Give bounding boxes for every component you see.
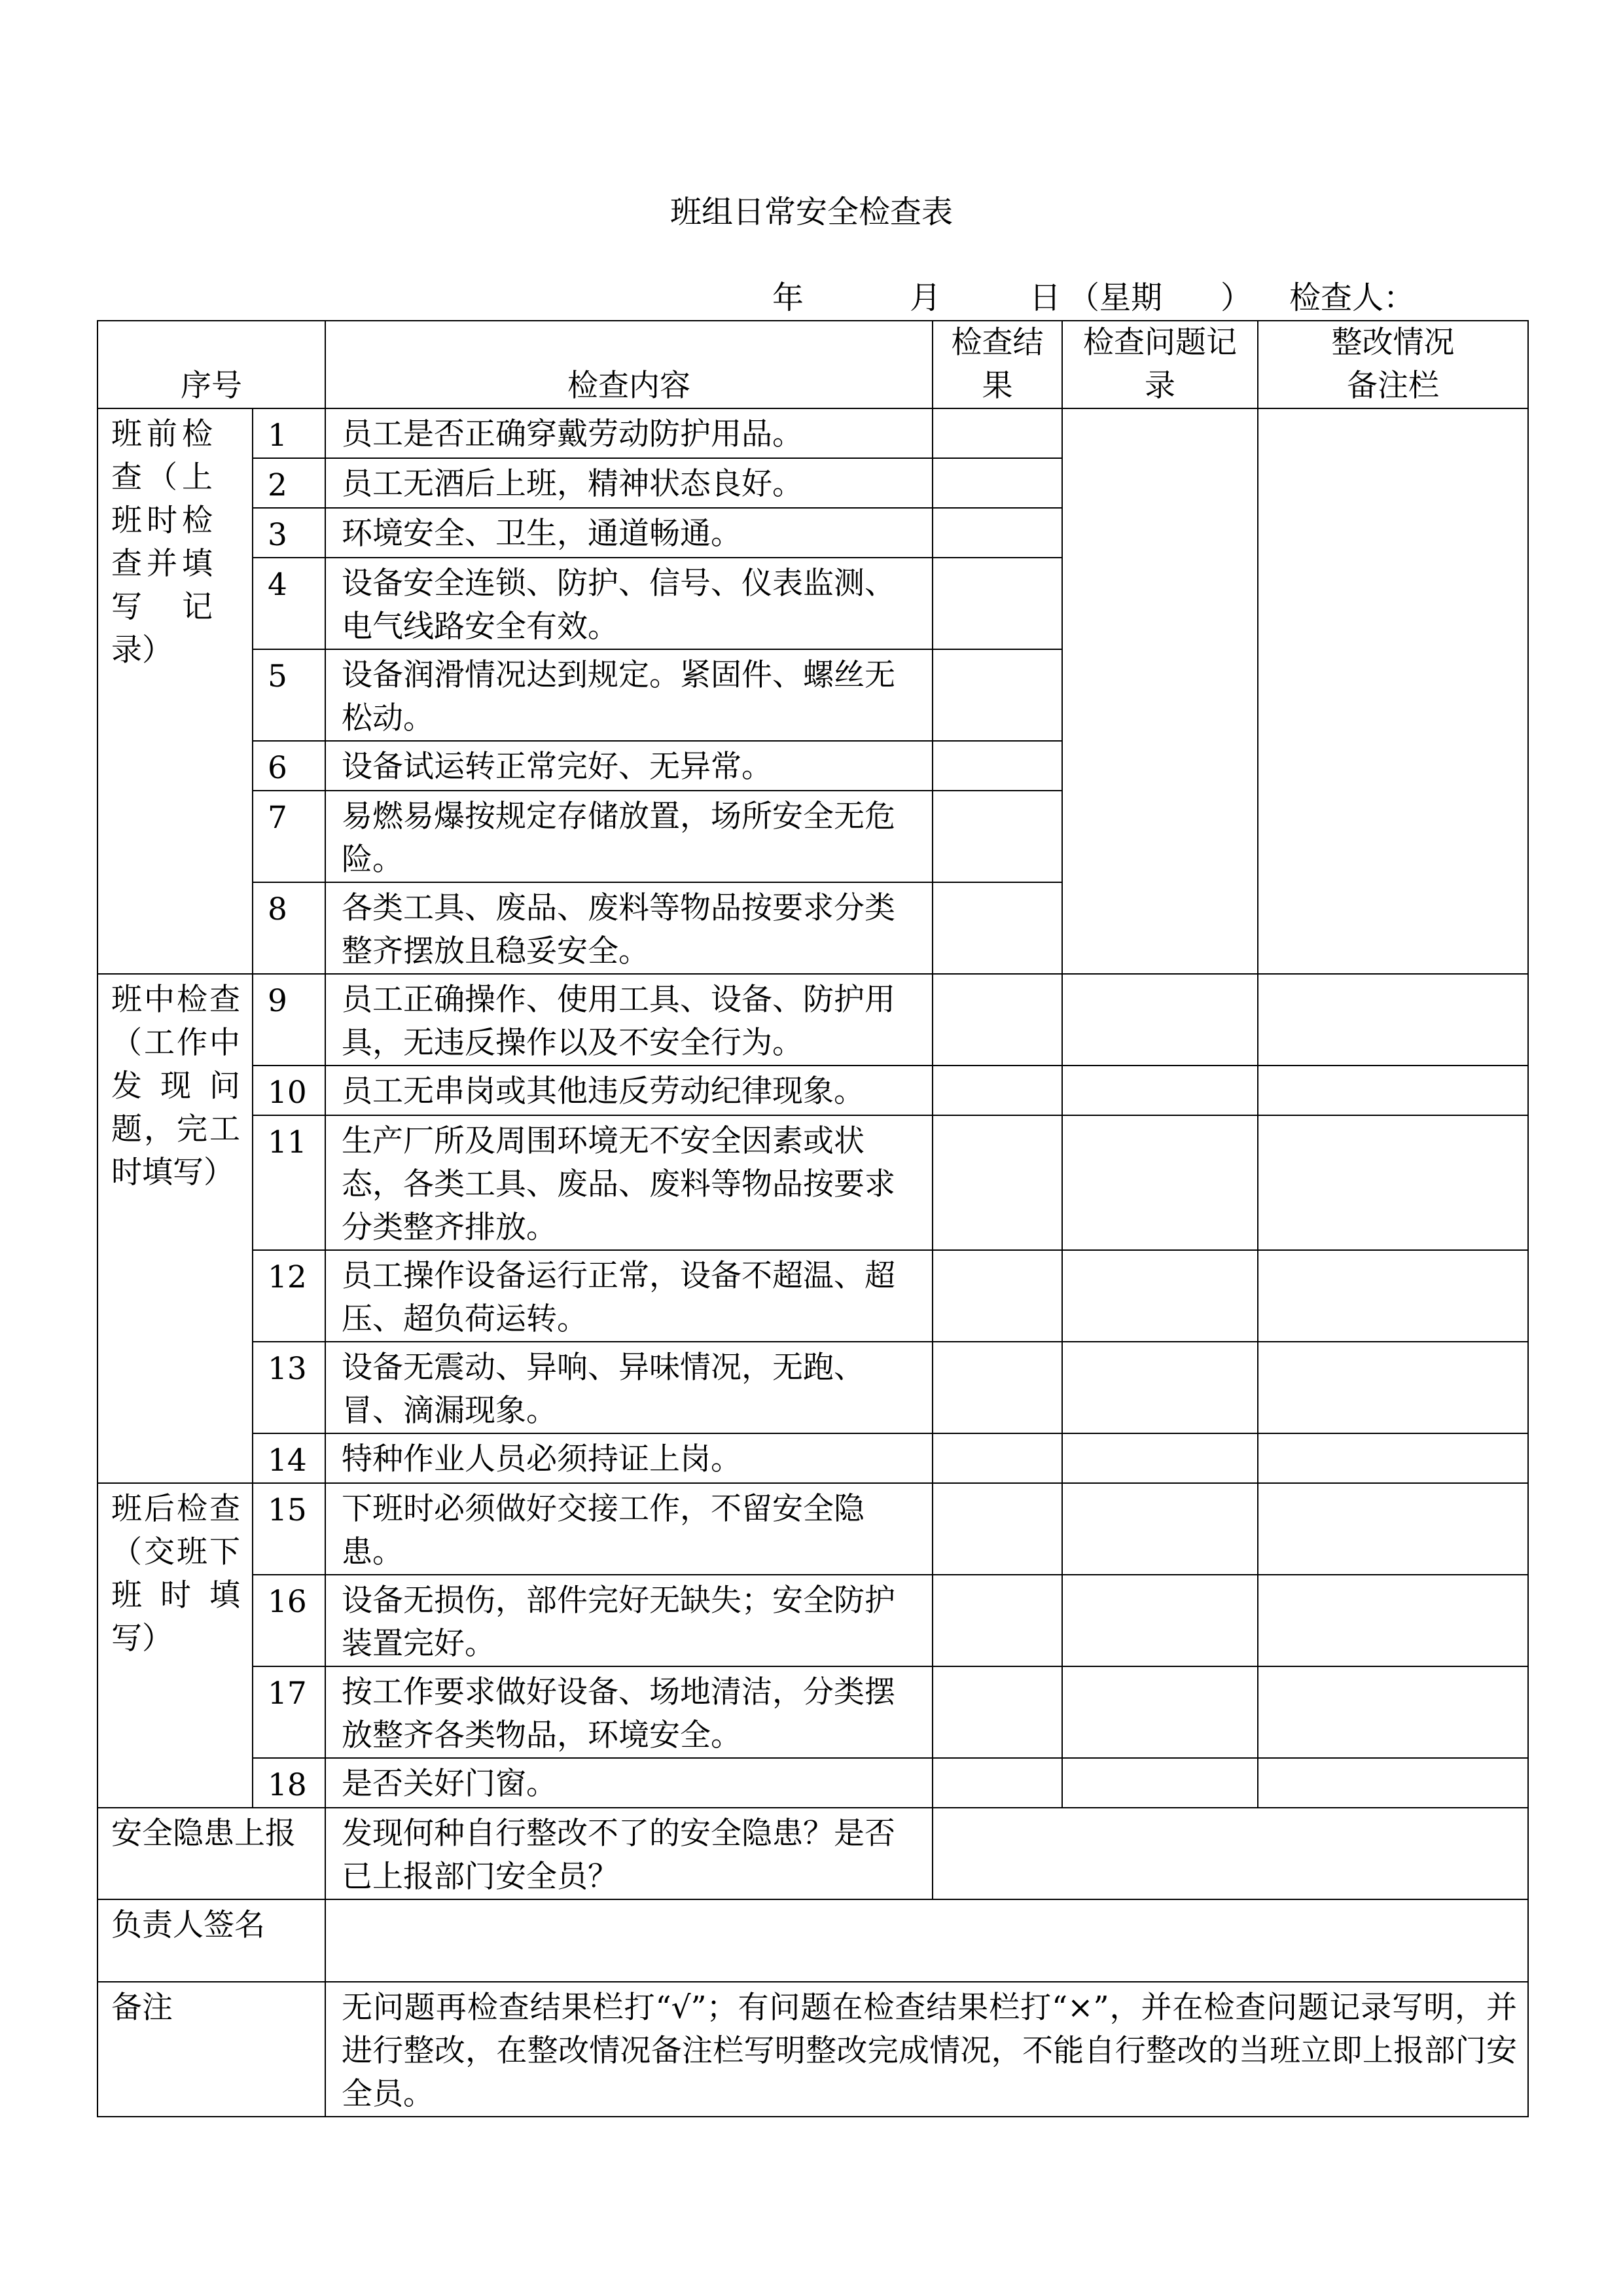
hazard-report-question: 发现何种自行整改不了的安全隐患？是否已上报部门安全员？: [325, 1808, 933, 1899]
item-number: 14: [253, 1433, 325, 1483]
record-cell[interactable]: [1062, 1433, 1258, 1483]
section-label-post-shift: 班后检查（交班下班时填写）: [98, 1483, 253, 1808]
header-row: [98, 321, 1528, 408]
result-cell[interactable]: [933, 1250, 1062, 1342]
item-content: 设备润滑情况达到规定。紧固件、螺丝无松动。: [325, 649, 933, 741]
item-content: 按工作要求做好设备、场地清洁，分类摆放整齐各类物品，环境安全。: [325, 1666, 933, 1758]
result-cell[interactable]: [933, 1066, 1062, 1115]
signature-field[interactable]: [325, 1899, 1528, 1982]
item-content: 设备无损伤，部件完好无缺失；安全防护装置完好。: [325, 1575, 933, 1666]
result-cell[interactable]: [933, 791, 1062, 882]
section-label-mid-shift: 班中检查（工作中发现问题，完工时填写）: [98, 974, 253, 1483]
record-cell[interactable]: [1062, 1250, 1258, 1342]
result-cell[interactable]: [933, 649, 1062, 741]
record-cell[interactable]: [1062, 1483, 1258, 1575]
remarks-cell[interactable]: [1258, 1666, 1528, 1758]
result-cell[interactable]: [933, 741, 1062, 791]
remarks-cell[interactable]: [1258, 1433, 1528, 1483]
table-row: [98, 974, 1528, 1066]
item-number: 6: [253, 741, 325, 791]
header-remarks: 整改情况备注栏: [1258, 321, 1528, 408]
result-cell[interactable]: [933, 508, 1062, 558]
remarks-cell[interactable]: [1258, 1758, 1528, 1808]
result-cell[interactable]: [933, 974, 1062, 1066]
remarks-cell[interactable]: [1258, 1066, 1528, 1115]
result-cell[interactable]: [933, 1115, 1062, 1250]
table-row: [98, 408, 1528, 458]
remarks-cell[interactable]: [1258, 974, 1528, 1066]
item-number: 2: [253, 458, 325, 508]
hazard-report-row: [98, 1808, 1528, 1899]
result-cell[interactable]: [933, 558, 1062, 649]
table-row: [98, 1666, 1528, 1758]
item-number: 5: [253, 649, 325, 741]
result-cell[interactable]: [933, 1666, 1062, 1758]
item-content: 设备安全连锁、防护、信号、仪表监测、电气线路安全有效。: [325, 558, 933, 649]
header-result: 检查结果: [933, 321, 1062, 408]
day-label: 日: [1029, 279, 1061, 316]
month-label: 月: [910, 279, 942, 316]
weekday-close: ）: [1221, 279, 1253, 316]
section-label-pre-shift: 班前检查（上班时检查并填写记录）: [98, 408, 253, 974]
remarks-cell[interactable]: [1258, 1483, 1528, 1575]
header-seq: 序号: [98, 321, 325, 408]
item-content: 各类工具、废品、废料等物品按要求分类整齐摆放且稳妥安全。: [325, 882, 933, 974]
signature-row: [98, 1899, 1528, 1982]
table-row: [98, 1115, 1528, 1250]
item-content: 是否关好门窗。: [325, 1758, 933, 1808]
table-row: [98, 1250, 1528, 1342]
item-number: 8: [253, 882, 325, 974]
date-inspector-line: [772, 276, 1531, 319]
item-number: 3: [253, 508, 325, 558]
item-number: 18: [253, 1758, 325, 1808]
item-content: 易燃易爆按规定存储放置，场所安全无危险。: [325, 791, 933, 882]
hazard-report-label: 安全隐患上报: [98, 1808, 325, 1899]
page-title: 班组日常安全检查表: [669, 194, 953, 230]
result-cell[interactable]: [933, 408, 1062, 458]
hazard-report-answer[interactable]: [933, 1808, 1528, 1899]
item-number: 12: [253, 1250, 325, 1342]
result-cell[interactable]: [933, 1342, 1062, 1433]
item-content: 下班时必须做好交接工作，不留安全隐患。: [325, 1483, 933, 1575]
record-cell-pre-shift[interactable]: [1062, 408, 1258, 974]
item-number: 4: [253, 558, 325, 649]
record-cell[interactable]: [1062, 1342, 1258, 1433]
result-cell[interactable]: [933, 1433, 1062, 1483]
item-number: 13: [253, 1342, 325, 1433]
record-cell[interactable]: [1062, 1758, 1258, 1808]
remarks-cell[interactable]: [1258, 1342, 1528, 1433]
record-cell[interactable]: [1062, 974, 1258, 1066]
item-content: 员工是否正确穿戴劳动防护用品。: [325, 408, 933, 458]
notes-label: 备注: [98, 1982, 325, 2117]
item-number: 16: [253, 1575, 325, 1666]
result-cell[interactable]: [933, 1575, 1062, 1666]
remarks-cell[interactable]: [1258, 1575, 1528, 1666]
result-cell[interactable]: [933, 1483, 1062, 1575]
item-content: 设备试运转正常完好、无异常。: [325, 741, 933, 791]
header-record: 检查问题记录: [1062, 321, 1258, 408]
table-row: [98, 1342, 1528, 1433]
record-cell[interactable]: [1062, 1066, 1258, 1115]
result-cell[interactable]: [933, 1758, 1062, 1808]
remarks-cell[interactable]: [1258, 1115, 1528, 1250]
item-content: 员工无串岗或其他违反劳动纪律现象。: [325, 1066, 933, 1115]
item-content: 生产厂所及周围环境无不安全因素或状态，各类工具、废品、废料等物品按要求分类整齐排放。: [325, 1115, 933, 1250]
inspection-table: [97, 320, 1529, 2117]
year-label: 年: [772, 279, 804, 316]
record-cell[interactable]: [1062, 1666, 1258, 1758]
item-number: 7: [253, 791, 325, 882]
item-content: 设备无震动、异响、异味情况，无跑、冒、滴漏现象。: [325, 1342, 933, 1433]
item-number: 10: [253, 1066, 325, 1115]
table-row: [98, 1433, 1528, 1483]
record-cell[interactable]: [1062, 1575, 1258, 1666]
inspector-label: 检查人：: [1289, 279, 1416, 316]
result-cell[interactable]: [933, 458, 1062, 508]
item-content: 特种作业人员必须持证上岗。: [325, 1433, 933, 1483]
notes-row: [98, 1982, 1528, 2117]
remarks-cell[interactable]: [1258, 1250, 1528, 1342]
item-number: 9: [253, 974, 325, 1066]
item-content: 员工无酒后上班，精神状态良好。: [325, 458, 933, 508]
item-content: 环境安全、卫生，通道畅通。: [325, 508, 933, 558]
signature-label: 负责人签名: [98, 1899, 325, 1982]
remarks-cell-pre-shift[interactable]: [1258, 408, 1528, 974]
table-row: [98, 1758, 1528, 1808]
table-row: [98, 1483, 1528, 1575]
table-row: [98, 1066, 1528, 1115]
weekday-open: （星期: [1068, 279, 1163, 316]
item-number: 17: [253, 1666, 325, 1758]
item-content: 员工操作设备运行正常，设备不超温、超压、超负荷运转。: [325, 1250, 933, 1342]
item-number: 11: [253, 1115, 325, 1250]
item-number: 1: [253, 408, 325, 458]
header-content: 检查内容: [325, 321, 933, 408]
item-content: 员工正确操作、使用工具、设备、防护用具，无违反操作以及不安全行为。: [325, 974, 933, 1066]
table-row: [98, 1575, 1528, 1666]
notes-text: 无问题再检查结果栏打“√”；有问题在检查结果栏打“×”，并在检查问题记录写明，并进行整改，在整改情况备注栏写明整改完成情况，不能自行整改的当班立即上报部门安全员。: [325, 1982, 1528, 2117]
item-number: 15: [253, 1483, 325, 1575]
result-cell[interactable]: [933, 882, 1062, 974]
record-cell[interactable]: [1062, 1115, 1258, 1250]
